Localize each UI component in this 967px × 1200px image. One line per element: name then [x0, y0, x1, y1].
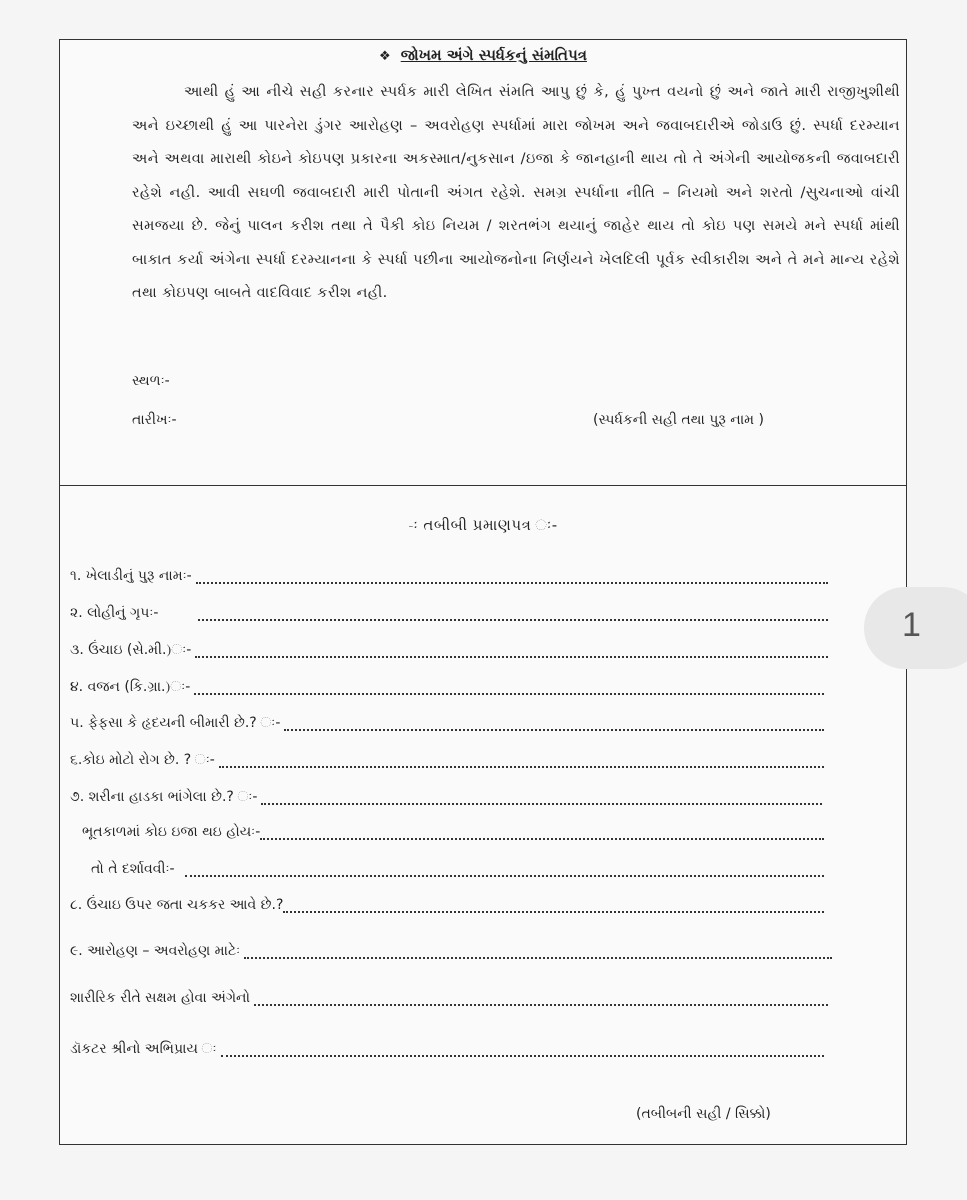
field-blood-group: [70, 601, 828, 621]
field-label: ૯. આરોહણ – અવરોહણ માટેઃ: [70, 943, 241, 959]
consent-body-text: આથી હું આ નીચે સહી કરનાર સ્પર્ધક મારી લેખિત સંમતિ આપુ છું કે, હું પુખ્ત વયનો છું અને જાતે મારી રાજીખુશીથી અને ઇચ્છાથી હું આ પારનેરા ડુંગર આરોહણ – અવરોહણ સ્પર્ધામાં મારા જોખમ અને જવાબદારીએ જોડાઉ છું. સ્પર્ધા દરમ્યાન અને અથવા મારાથી કોઇને કોઇપણ પ્રકારના અકસ્માત/નુકસાન /ઇજા કે જાનહાની થાય તો તે અંગેની આયોજકની જવાબદારી રહેશે નહી. આવી સઘળી જવાબદારી મારી પોતાની અંગત રહેશે. સમગ્ર સ્પર્ધાના નીતિ – નિયમો અને શરતો /સુચનાઓ વાંચી સમજયા છે. જેનું પાલન કરીશ તથા તે પૈકી કોઇ નિયમ / શરતભંગ થયાનું જાહેર થાય તો કોઇ પણ સમયે મને સ્પર્ધા માંથી બાકાત કર્યા અંગેના સ્પર્ધા દરમ્યાનના કે સ્પર્ધા પછીના આયોજનોના નિર્ણયને ખેલદિલી પૂર્વક સ્વીકારીશ અને તે મને માન્ય રહેશે તથા કોઇપણ બાબતે વાદવિવાદ કરીશ નહી.: [132, 84, 900, 301]
diamond-bullet-icon: ❖: [379, 49, 391, 64]
place-label: સ્થળઃ-: [132, 373, 170, 389]
field-injury-details: [91, 857, 824, 877]
consent-title: [60, 46, 906, 64]
page-number: 1: [902, 606, 921, 644]
field-past-injury: [82, 820, 824, 840]
field-label: ૮. ઉંચાઇ ઉપર જતા ચકકર આવે છે.?: [70, 897, 284, 913]
field-label: ૧. ખેલાડીનું પુરૂ નામઃ-: [70, 568, 192, 584]
fill-in-line: [198, 606, 828, 621]
fill-in-line: [185, 862, 824, 877]
field-label: શારીરિક રીતે સક્ષમ હોવા અંગેનો: [70, 990, 250, 1006]
fill-in-line: [254, 991, 828, 1006]
field-label: ૨. લોહીનું ગૃપઃ-: [70, 605, 159, 621]
field-label: તો તે દર્શાવવીઃ-: [91, 861, 175, 877]
field-broken-bones: [70, 785, 822, 805]
field-label: ૪. વજન (કિ.ગ્રા.)ઃ-: [70, 679, 191, 695]
fill-in-line: [244, 944, 832, 959]
field-label: ૫. ફેફસા કે હૃદયની બીમારી છે.? ઃ-: [70, 715, 281, 731]
fill-in-line: [260, 825, 824, 840]
consent-form-document: [59, 39, 907, 1145]
consent-section: [60, 40, 906, 486]
field-physically-capable: [70, 986, 828, 1006]
fill-in-line: [284, 716, 824, 731]
doctor-signature-label: (તબીબની સહી / સિક્કો): [636, 1106, 771, 1122]
fill-in-line: [221, 1042, 824, 1057]
field-label: ૭. શરીના હાડકા ભાંગેલા છે.? ઃ-: [70, 789, 258, 805]
fill-in-line: [195, 643, 828, 658]
fill-in-line: [194, 680, 824, 695]
field-major-illness: [70, 748, 824, 768]
field-label: ૬.કોઇ મોટો રોગ છે. ? ઃ-: [70, 752, 215, 768]
field-label: ભૂતકાળમાં કોઇ ઇજા થઇ હોયઃ-: [82, 824, 261, 840]
medical-certificate-title: -ઃ તબીબી પ્રમાણપત્ર ઃ-: [408, 516, 558, 534]
fill-in-line: [196, 569, 828, 584]
field-weight: [70, 675, 824, 695]
field-label: ડૉકટર શ્રીનો અભિપ્રાય ઃ: [70, 1041, 217, 1057]
field-label: ૩. ઉંચાઇ (સે.મી.)ઃ-: [70, 642, 192, 658]
field-climbing-fitness: [70, 939, 832, 959]
date-label: તારીખઃ-: [132, 412, 177, 428]
field-doctor-opinion: [70, 1037, 824, 1057]
fill-in-line: [283, 898, 824, 913]
fill-in-line: [219, 753, 824, 768]
field-lung-heart-disease: [70, 711, 824, 731]
fill-in-line: [261, 790, 822, 805]
consent-title-text: જોખમ અંગે સ્પર્ધકનું સંમતિપત્ર: [400, 46, 587, 64]
participant-signature-label: (સ્પર્ધકની સહી તથા પુરૂ નામ ): [593, 412, 764, 428]
field-vertigo: [70, 893, 824, 913]
field-full-name: [70, 564, 828, 584]
field-height: [70, 638, 828, 658]
